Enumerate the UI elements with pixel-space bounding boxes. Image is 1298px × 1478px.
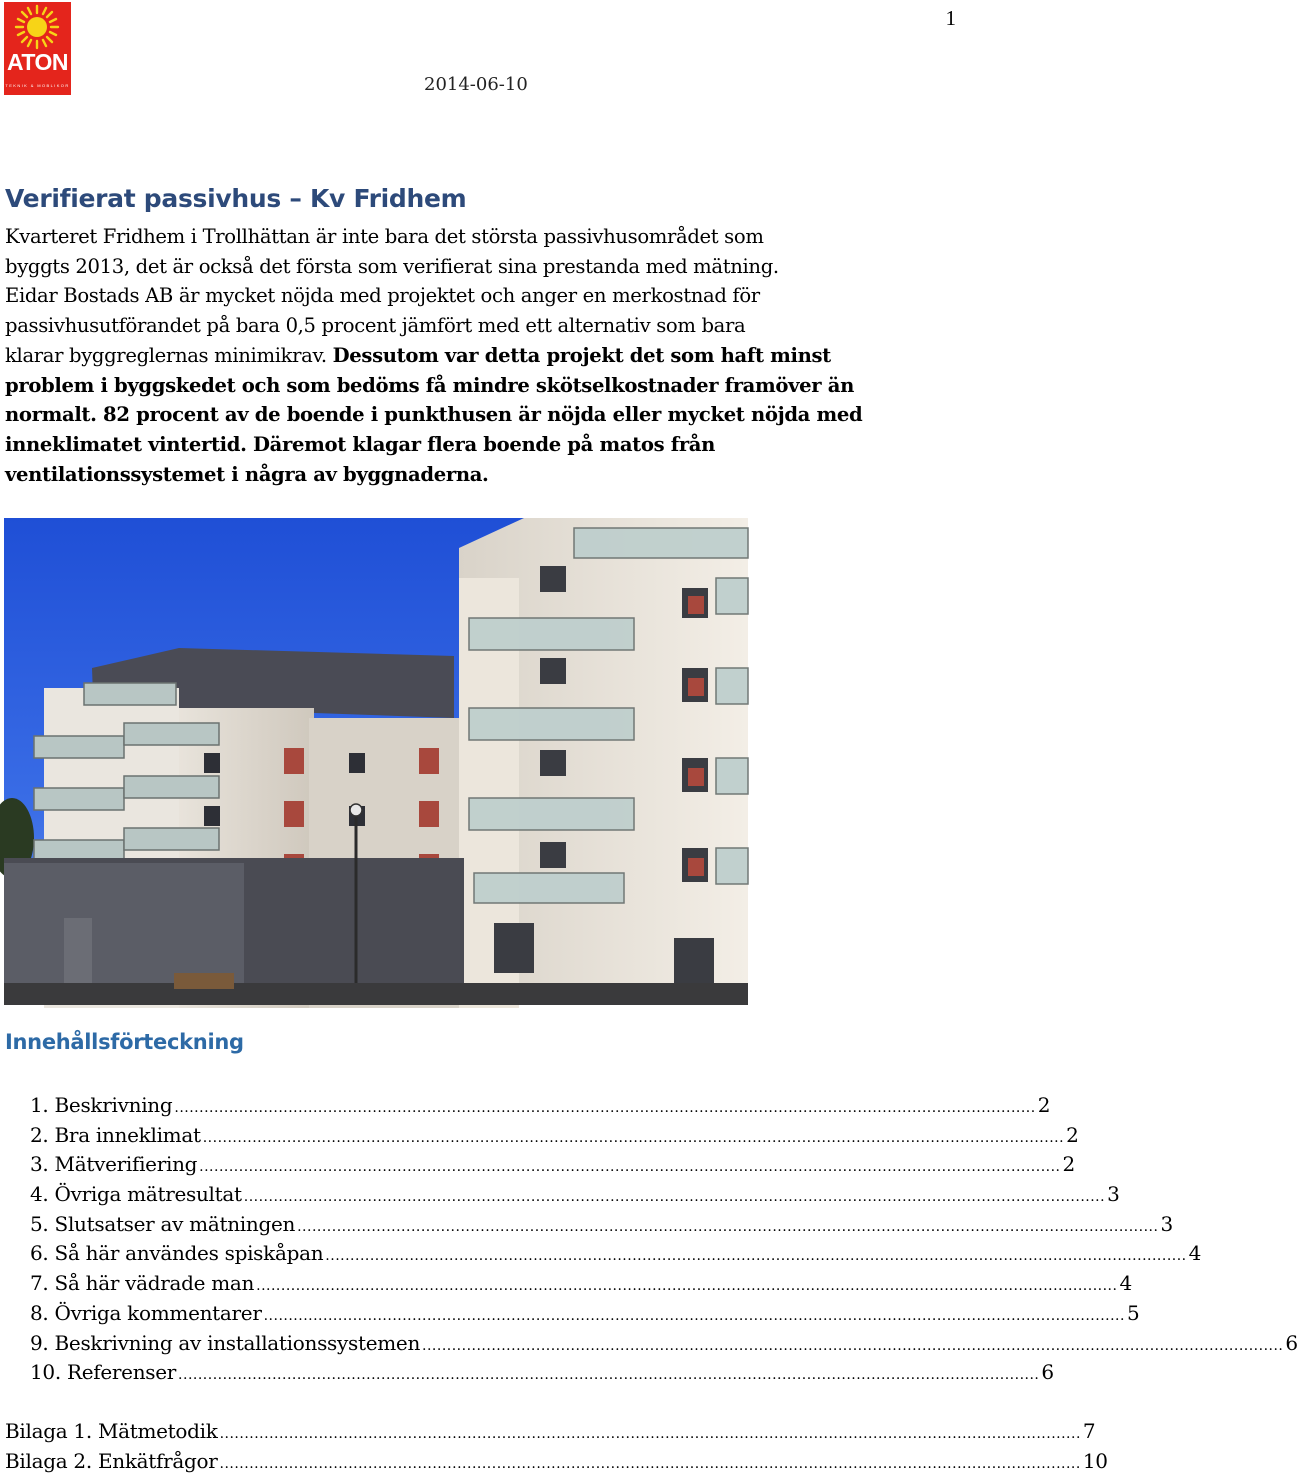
toc-item[interactable] <box>30 1093 1051 1123</box>
toc-item-page: 3 <box>1107 1182 1120 1207</box>
toc-item-page: 3 <box>1160 1211 1173 1236</box>
toc-heading: Innehållsförteckning <box>5 1030 244 1054</box>
toc-item[interactable] <box>30 1360 1054 1390</box>
logo-tagline: TEKNIK & MOBLIKOR <box>5 83 70 88</box>
toc-item[interactable] <box>30 1300 1140 1331</box>
building-photo <box>4 518 748 1005</box>
intro-line: Kvarteret Fridhem i Trollhättan är inte bara det största passivhusområdet som <box>5 225 764 248</box>
toc-item-label: 1. Beskrivning <box>30 1093 173 1117</box>
toc-item-page: 2 <box>1062 1152 1075 1177</box>
intro-line: normalt. 82 procent av de boende i punkthusen är nöjda eller mycket nöjda med <box>5 403 863 427</box>
toc-leader: .............................................................................................................................................................................. <box>297 1218 1159 1235</box>
document-date: 2014-06-10 <box>424 74 528 95</box>
intro-line: problem i byggskedet och som bedöms få mindre skötselkostnader framöver än <box>5 373 854 397</box>
toc-item-label: 10. Referenser <box>30 1360 177 1385</box>
toc-leader: .............................................................................................................................................................................. <box>325 1248 1187 1265</box>
toc-item-page: 4 <box>1188 1241 1202 1266</box>
toc-item-page: 4 <box>1119 1271 1132 1296</box>
intro-line: klarar byggreglernas minimikrav. Dessutom var detta projekt det som haft minst <box>5 343 831 367</box>
document-title: Verifierat passivhus – Kv Fridhem <box>5 184 467 213</box>
logo-wordmark: ATON <box>6 49 69 75</box>
toc-item-label: 5. Slutsatser av mätningen <box>30 1211 296 1236</box>
toc-item-page: 6 <box>1041 1360 1054 1385</box>
toc-leader: .............................................................................................................................................................................. <box>178 1367 1040 1384</box>
intro-line: byggts 2013, det är också det första som verifierat sina prestanda med mätning. <box>5 254 779 278</box>
toc-leader: .............................................................................................................................................................................. <box>174 1100 1036 1116</box>
toc-leader: .............................................................................................................................................................................. <box>219 1455 1081 1472</box>
toc-item[interactable] <box>30 1271 1132 1301</box>
intro-line: Eidar Bostads AB är mycket nöjda med projektet och anger en merkostnad för <box>5 284 760 308</box>
toc-leader: .............................................................................................................................................................................. <box>202 1129 1065 1146</box>
toc-item[interactable] <box>30 1211 1173 1242</box>
intro-line: passivhusutförandet på bara 0,5 procent jämfört med ett alternativ som bara <box>5 314 746 338</box>
sun-icon <box>4 2 71 52</box>
toc-item-page: 2 <box>1066 1122 1079 1147</box>
toc-leader: .............................................................................................................................................................................. <box>243 1189 1106 1206</box>
toc-item-label: 4. Övriga mätresultat <box>30 1182 242 1207</box>
toc-item[interactable] <box>30 1182 1120 1212</box>
toc-leader: .............................................................................................................................................................................. <box>263 1307 1125 1324</box>
toc-item[interactable] <box>30 1330 1298 1361</box>
toc-item-label: 6. Så här användes spiskåpan <box>30 1241 324 1266</box>
toc-leader: .............................................................................................................................................................................. <box>199 1159 1061 1176</box>
aton-logo <box>4 2 71 95</box>
intro-line: ventilationssystemet i några av byggnaderna. <box>5 462 489 486</box>
toc-item-label: 3. Mätverifiering <box>30 1152 198 1177</box>
table-of-contents <box>30 1093 1298 1390</box>
toc-leader: .............................................................................................................................................................................. <box>219 1426 1081 1442</box>
toc-item-label: 7. Så här vädrade man <box>30 1271 255 1296</box>
appendix-item-label: Bilaga 1. Mätmetodik <box>5 1419 218 1443</box>
toc-item[interactable] <box>30 1152 1075 1182</box>
toc-item[interactable] <box>30 1241 1202 1271</box>
appendix-item-page: 10 <box>1082 1448 1108 1473</box>
toc-item-page: 6 <box>1285 1330 1298 1355</box>
toc-item[interactable] <box>30 1122 1079 1153</box>
toc-item-label: 8. Övriga kommentarer <box>30 1300 262 1325</box>
toc-item-label: 2. Bra inneklimat <box>30 1122 201 1147</box>
appendix-item[interactable] <box>5 1419 1096 1449</box>
toc-item-page: 5 <box>1126 1300 1140 1325</box>
intro-paragraph <box>5 222 955 489</box>
toc-leader: .............................................................................................................................................................................. <box>422 1337 1284 1354</box>
intro-line: inneklimatet vintertid. Däremot klagar flera boende på matos från <box>5 432 716 456</box>
appendix-item[interactable] <box>5 1448 1108 1478</box>
appendix-item-label: Bilaga 2. Enkätfrågor <box>5 1448 218 1473</box>
page-number: 1 <box>945 6 956 30</box>
appendix-item-page: 7 <box>1082 1419 1096 1443</box>
toc-item-page: 2 <box>1037 1093 1051 1117</box>
toc-item-label: 9. Beskrivning av installationssystemen <box>30 1330 421 1355</box>
appendix-list <box>5 1419 1108 1478</box>
toc-leader: .............................................................................................................................................................................. <box>256 1278 1118 1295</box>
